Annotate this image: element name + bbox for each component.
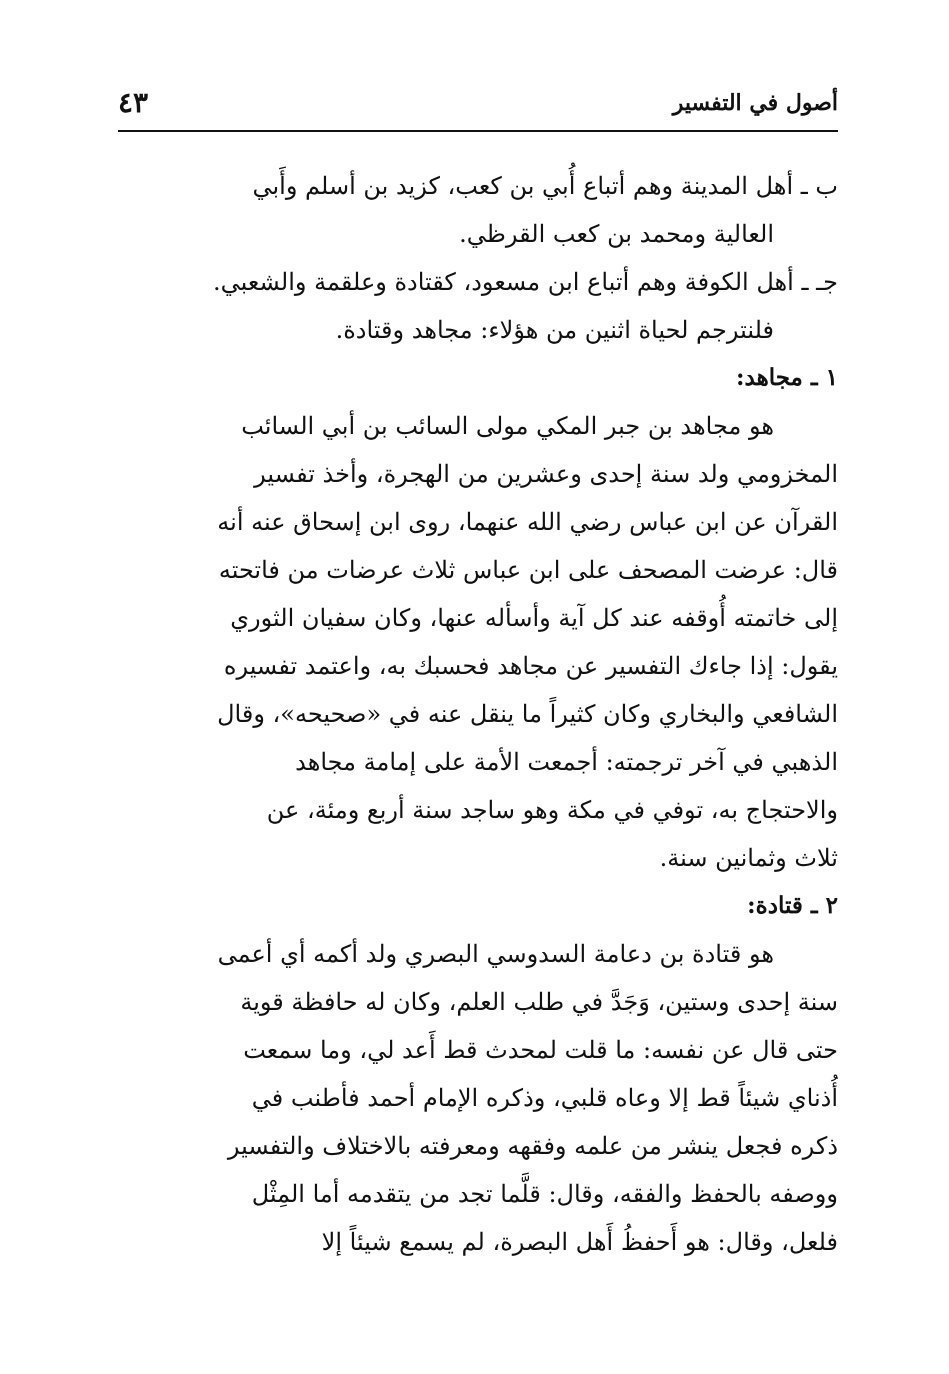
paragraph-line: أُذناي شيئاً قط إلا وعاه قلبي، وذكره الإمام أحمد فأطنب في: [251, 1084, 838, 1112]
header-divider: [118, 130, 838, 132]
list-item-b: ب ـ أهل المدينة وهم أتباع أُبي بن كعب، كزيد بن أسلم وأَبي: [252, 172, 838, 200]
paragraph-line: القرآن عن ابن عباس رضي الله عنهما، روى ابن إسحاق عنه أنه: [217, 508, 838, 536]
paragraph-line: ذكره فجعل ينشر من علمه وفقهه ومعرفته بالاختلاف والتفسير: [227, 1132, 838, 1160]
section-mujahid-paragraph: [118, 402, 838, 882]
list-item-j: جـ ـ أهل الكوفة وهم أتباع ابن مسعود، كقتادة وعلقمة والشعبي.: [213, 268, 838, 296]
paragraph-line: هو مجاهد بن جبر المكي مولى السائب بن أبي السائب: [241, 412, 774, 440]
section-heading-mujahid: ١ ـ مجاهد:: [736, 364, 838, 391]
paragraph-line: سنة إحدى وستين، وَجَدَّ في طلب العلم، وكان له حافظة قوية: [240, 988, 838, 1016]
transition-sentence: فلنترجم لحياة اثنين من هؤلاء: مجاهد وقتادة.: [335, 316, 774, 344]
running-title: أصول في التفسير: [672, 90, 838, 116]
paragraph-line: هو قتادة بن دعامة السدوسي البصري ولد أكمه أي أعمى: [217, 940, 774, 968]
paragraph-line: فلعل، وقال: هو أَحفظُ أَهل البصرة، لم يسمع شيئاً إلا: [321, 1228, 838, 1256]
section-heading-qatada: ٢ ـ قتادة:: [747, 892, 838, 919]
list-item-b-continuation: العالية ومحمد بن كعب القرظي.: [459, 220, 774, 248]
page-body: [118, 162, 838, 1266]
paragraph-line: يقول: إذا جاءك التفسير عن مجاهد فحسبك به، واعتمد تفسيره: [223, 652, 838, 680]
section-qatada-paragraph: [118, 930, 838, 1266]
paragraph-line: المخزومي ولد سنة إحدى وعشرين من الهجرة، وأخذ تفسير: [254, 460, 838, 488]
paragraph-line: والاحتجاج به، توفي في مكة وهو ساجد سنة أربع ومئة، عن: [266, 796, 838, 824]
page-header: [118, 88, 838, 128]
page-number: ٤٣: [118, 86, 149, 119]
paragraph-line: إلى خاتمته أُوقفه عند كل آية وأسأله عنها، وكان سفيان الثوري: [230, 604, 838, 632]
paragraph-line: الذهبي في آخر ترجمته: أجمعت الأمة على إمامة مجاهد: [295, 748, 838, 776]
paragraph-line: الشافعي والبخاري وكان كثيراً ما ينقل عنه في «صحيحه»، وقال: [217, 700, 838, 728]
paragraph-line: قال: عرضت المصحف على ابن عباس ثلاث عرضات من فاتحته: [218, 556, 838, 584]
paragraph-line: ووصفه بالحفظ والفقه، وقال: قلَّما تجد من يتقدمه أما المِثْل: [251, 1180, 838, 1208]
paragraph-line: حتى قال عن نفسه: ما قلت لمحدث قط أَعد لي، وما سمعت: [243, 1036, 838, 1064]
paragraph-line: ثلاث وثمانين سنة.: [659, 844, 838, 872]
